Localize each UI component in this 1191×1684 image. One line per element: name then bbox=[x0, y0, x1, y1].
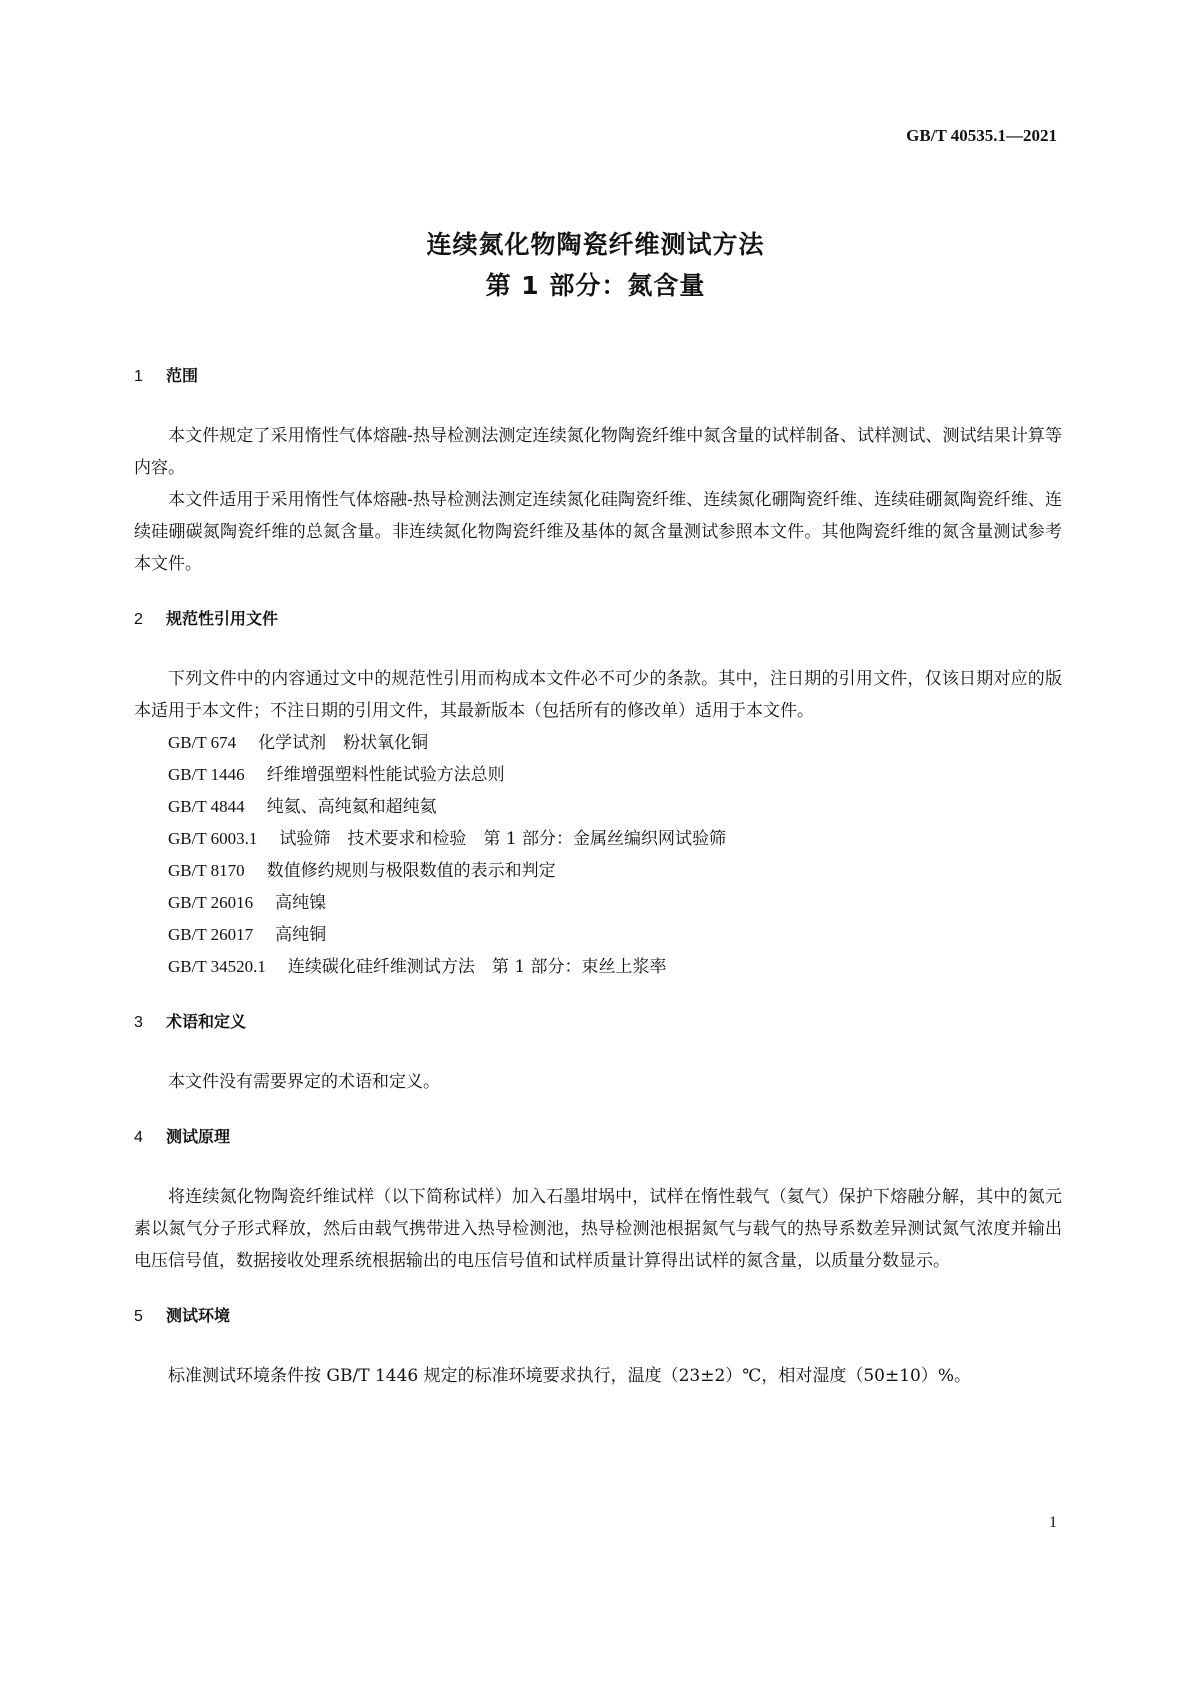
reference-item bbox=[134, 791, 1062, 823]
reference-code: GB/T 4844 bbox=[168, 797, 245, 816]
reference-list bbox=[134, 727, 1062, 983]
section-test-principle bbox=[134, 1126, 1062, 1277]
document-body bbox=[134, 365, 1062, 1420]
section-number: 3 bbox=[134, 1014, 143, 1031]
reference-item bbox=[134, 887, 1062, 919]
reference-item bbox=[134, 759, 1062, 791]
reference-item bbox=[134, 855, 1062, 887]
section-test-environment bbox=[134, 1305, 1062, 1392]
reference-code: GB/T 8170 bbox=[168, 861, 245, 880]
section-heading bbox=[134, 1305, 1062, 1328]
reference-code: GB/T 26016 bbox=[168, 893, 254, 912]
reference-code: GB/T 26017 bbox=[168, 925, 254, 944]
section-heading bbox=[134, 1011, 1062, 1034]
section-title: 范围 bbox=[166, 366, 199, 385]
reference-code: GB/T 34520.1 bbox=[168, 957, 266, 976]
reference-code: GB/T 674 bbox=[168, 733, 237, 752]
title-line-part: 第 1 部分：氮含量 bbox=[485, 271, 706, 300]
document-title bbox=[0, 224, 1191, 306]
section-title: 测试原理 bbox=[166, 1127, 231, 1146]
reference-item bbox=[134, 919, 1062, 951]
paragraph: 标准测试环境条件按 GB/T 1446 规定的标准环境要求执行，温度（23±2）℃，相对湿度（50±10）%。 bbox=[168, 1366, 971, 1386]
reference-item bbox=[134, 727, 1062, 759]
page-number: 1 bbox=[1049, 1514, 1057, 1531]
section-number: 1 bbox=[134, 368, 143, 385]
paragraph: 将连续氮化物陶瓷纤维试样（以下简称试样）加入石墨坩埚中，试样在惰性载气（氦气）保护下熔融分解，其中的氮元素以氮气分子形式释放，然后由载气携带进入热导检测池，热导检测池根据氮气与载气的热导系数差异测试氮气浓度并输出电压信号值，数据接收处理系统根据输出的电压信号值和试样质量计算得出试样的氮含量，以质量分数显示。 bbox=[134, 1187, 1062, 1271]
title-line-main: 连续氮化物陶瓷纤维测试方法 bbox=[426, 230, 765, 259]
section-normative-references bbox=[134, 608, 1062, 983]
reference-title: 数值修约规则与极限数值的表示和判定 bbox=[266, 861, 556, 881]
section-number: 5 bbox=[134, 1308, 143, 1325]
reference-title: 连续碳化硅纤维测试方法 第 1 部分：束丝上浆率 bbox=[287, 957, 667, 977]
reference-title: 高纯铜 bbox=[275, 925, 327, 945]
section-title: 测试环境 bbox=[166, 1306, 231, 1325]
section-title: 术语和定义 bbox=[166, 1012, 247, 1031]
section-terms-definitions bbox=[134, 1011, 1062, 1098]
reference-title: 高纯镍 bbox=[275, 893, 327, 913]
reference-code: GB/T 6003.1 bbox=[168, 829, 258, 848]
paragraph: 下列文件中的内容通过文中的规范性引用而构成本文件必不可少的条款。其中，注日期的引用文件，仅该日期对应的版本适用于本文件；不注日期的引用文件，其最新版本（包括所有的修改单）适用于本文件。 bbox=[134, 669, 1062, 721]
section-title: 规范性引用文件 bbox=[166, 609, 279, 628]
reference-title: 化学试剂 粉状氧化铜 bbox=[258, 733, 429, 753]
section-heading bbox=[134, 1126, 1062, 1149]
reference-code: GB/T 1446 bbox=[168, 765, 245, 784]
section-heading bbox=[134, 608, 1062, 631]
section-number: 4 bbox=[134, 1129, 143, 1146]
section-scope bbox=[134, 365, 1062, 580]
reference-title: 纯氦、高纯氦和超纯氦 bbox=[266, 797, 437, 817]
paragraph: 本文件适用于采用惰性气体熔融-热导检测法测定连续氮化硅陶瓷纤维、连续氮化硼陶瓷纤维、连续硅硼氮陶瓷纤维、连续硅硼碳氮陶瓷纤维的总氮含量。非连续氮化物陶瓷纤维及基体的氮含量测试参照本文件。其他陶瓷纤维的氮含量测试参考本文件。 bbox=[134, 490, 1062, 574]
paragraph: 本文件没有需要界定的术语和定义。 bbox=[168, 1072, 440, 1092]
reference-title: 试验筛 技术要求和检验 第 1 部分：金属丝编织网试验筛 bbox=[279, 829, 727, 849]
section-heading bbox=[134, 365, 1062, 388]
reference-item bbox=[134, 951, 1062, 983]
reference-item bbox=[134, 823, 1062, 855]
reference-title: 纤维增强塑料性能试验方法总则 bbox=[266, 765, 505, 785]
section-number: 2 bbox=[134, 611, 143, 628]
paragraph: 本文件规定了采用惰性气体熔融-热导检测法测定连续氮化物陶瓷纤维中氮含量的试样制备、试样测试、测试结果计算等内容。 bbox=[134, 426, 1062, 478]
document-id: GB/T 40535.1—2021 bbox=[906, 126, 1057, 145]
